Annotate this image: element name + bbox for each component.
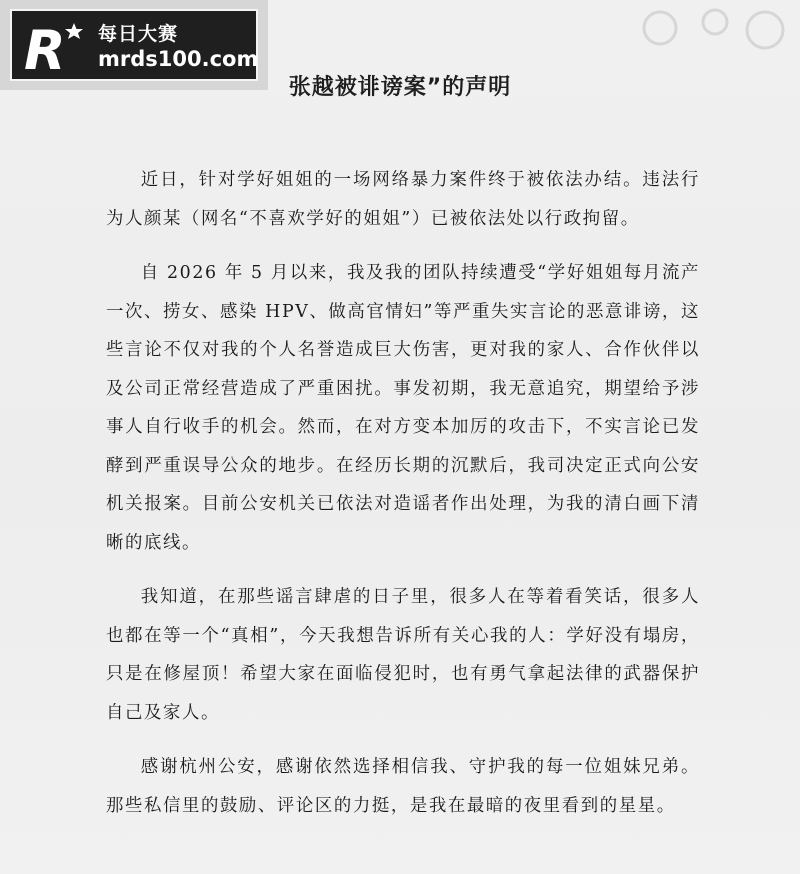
paragraph: 我知道，在那些谣言肆虐的日子里，很多人在等着看笑话，很多人也都在等一个“真相”，今天我想告诉所有关心我的人：学好没有塌房，只是在修屋顶！希望大家在面临侵犯时，也有勇气拿起法律的武器保护自己及家人。 — [106, 587, 700, 723]
document-title: 张越被诽谤案”的声明 — [288, 75, 512, 100]
paragraph: 感谢杭州公安，感谢依然选择相信我、守护我的每一位姐妹兄弟。那些私信里的鼓励、评论区的力挺，是我在最暗的夜里看到的星星。 — [106, 757, 700, 816]
star-icon — [65, 23, 83, 39]
paragraph: 自 2026 年 5 月以来，我及我的团队持续遭受“学好姐姐每月流产一次、捞女、感染 HPV、做高官情妇”等严重失实言论的恶意诽谤，这些言论不仅对我的个人名誉造成巨大伤害，更对我的家人、合作伙伴以及公司正常经营造成了严重困扰。事发初期，我无意追究，期望给予涉事人自行收手的机会。然而，在对方变本加厉的攻击下，不实言论已发酵到严重误导公众的地步。在经历长期的沉默后，我司决定正式向公安机关报案。目前公安机关已依法对造谣者作出处理，为我的清白画下清晰的底线。 — [106, 263, 700, 553]
watermark-url: mrds100.com — [98, 47, 259, 71]
brand-logo-icon — [22, 19, 84, 75]
corner-ornament-icon — [620, 0, 800, 60]
watermark-text — [98, 23, 258, 73]
document-body — [106, 161, 700, 841]
svg-text:R: R — [24, 19, 66, 75]
watermark-brand: 每日大赛 — [98, 23, 179, 45]
site-watermark — [0, 0, 268, 90]
paragraph: 近日，针对学好姐姐的一场网络暴力案件终于被依法办结。违法行为人颜某（网名“不喜欢学好的姐姐”）已被依法处以行政拘留。 — [106, 170, 700, 229]
watermark-frame — [10, 9, 258, 81]
